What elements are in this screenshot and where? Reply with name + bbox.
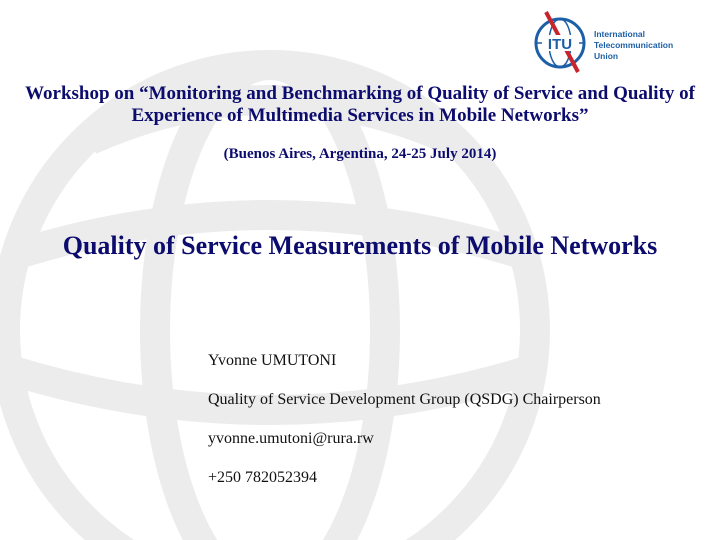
itu-logo-line2: Telecommunication	[594, 40, 674, 50]
workshop-title: Workshop on “Monitoring and Benchmarking of Quality of Service and Quality of Experience of Multimedia Services in Mobile Networks”	[25, 83, 695, 126]
presenter-info	[208, 352, 708, 508]
presenter-phone: +250 782052394	[208, 469, 318, 486]
workshop-heading	[0, 83, 720, 163]
itu-logo-abbr: ITU	[547, 36, 573, 53]
itu-logo	[532, 8, 682, 78]
workshop-location: (Buenos Aires, Argentina, 24-25 July 2014)	[223, 146, 497, 162]
workshop-location-text: Buenos Aires, Argentina, 24-25 July 2014	[228, 146, 492, 162]
presenter-email: yvonne.umutoni@rura.rw	[208, 430, 374, 447]
itu-logo-line3: Union	[594, 51, 619, 61]
presenter-role: Quality of Service Development Group (QSDG) Chairperson	[208, 391, 601, 408]
presentation-title: Quality of Service Measurements of Mobile Networks	[62, 231, 658, 260]
itu-logo-line1: International	[594, 29, 646, 39]
presenter-name: Yvonne UMUTONI	[208, 352, 337, 369]
